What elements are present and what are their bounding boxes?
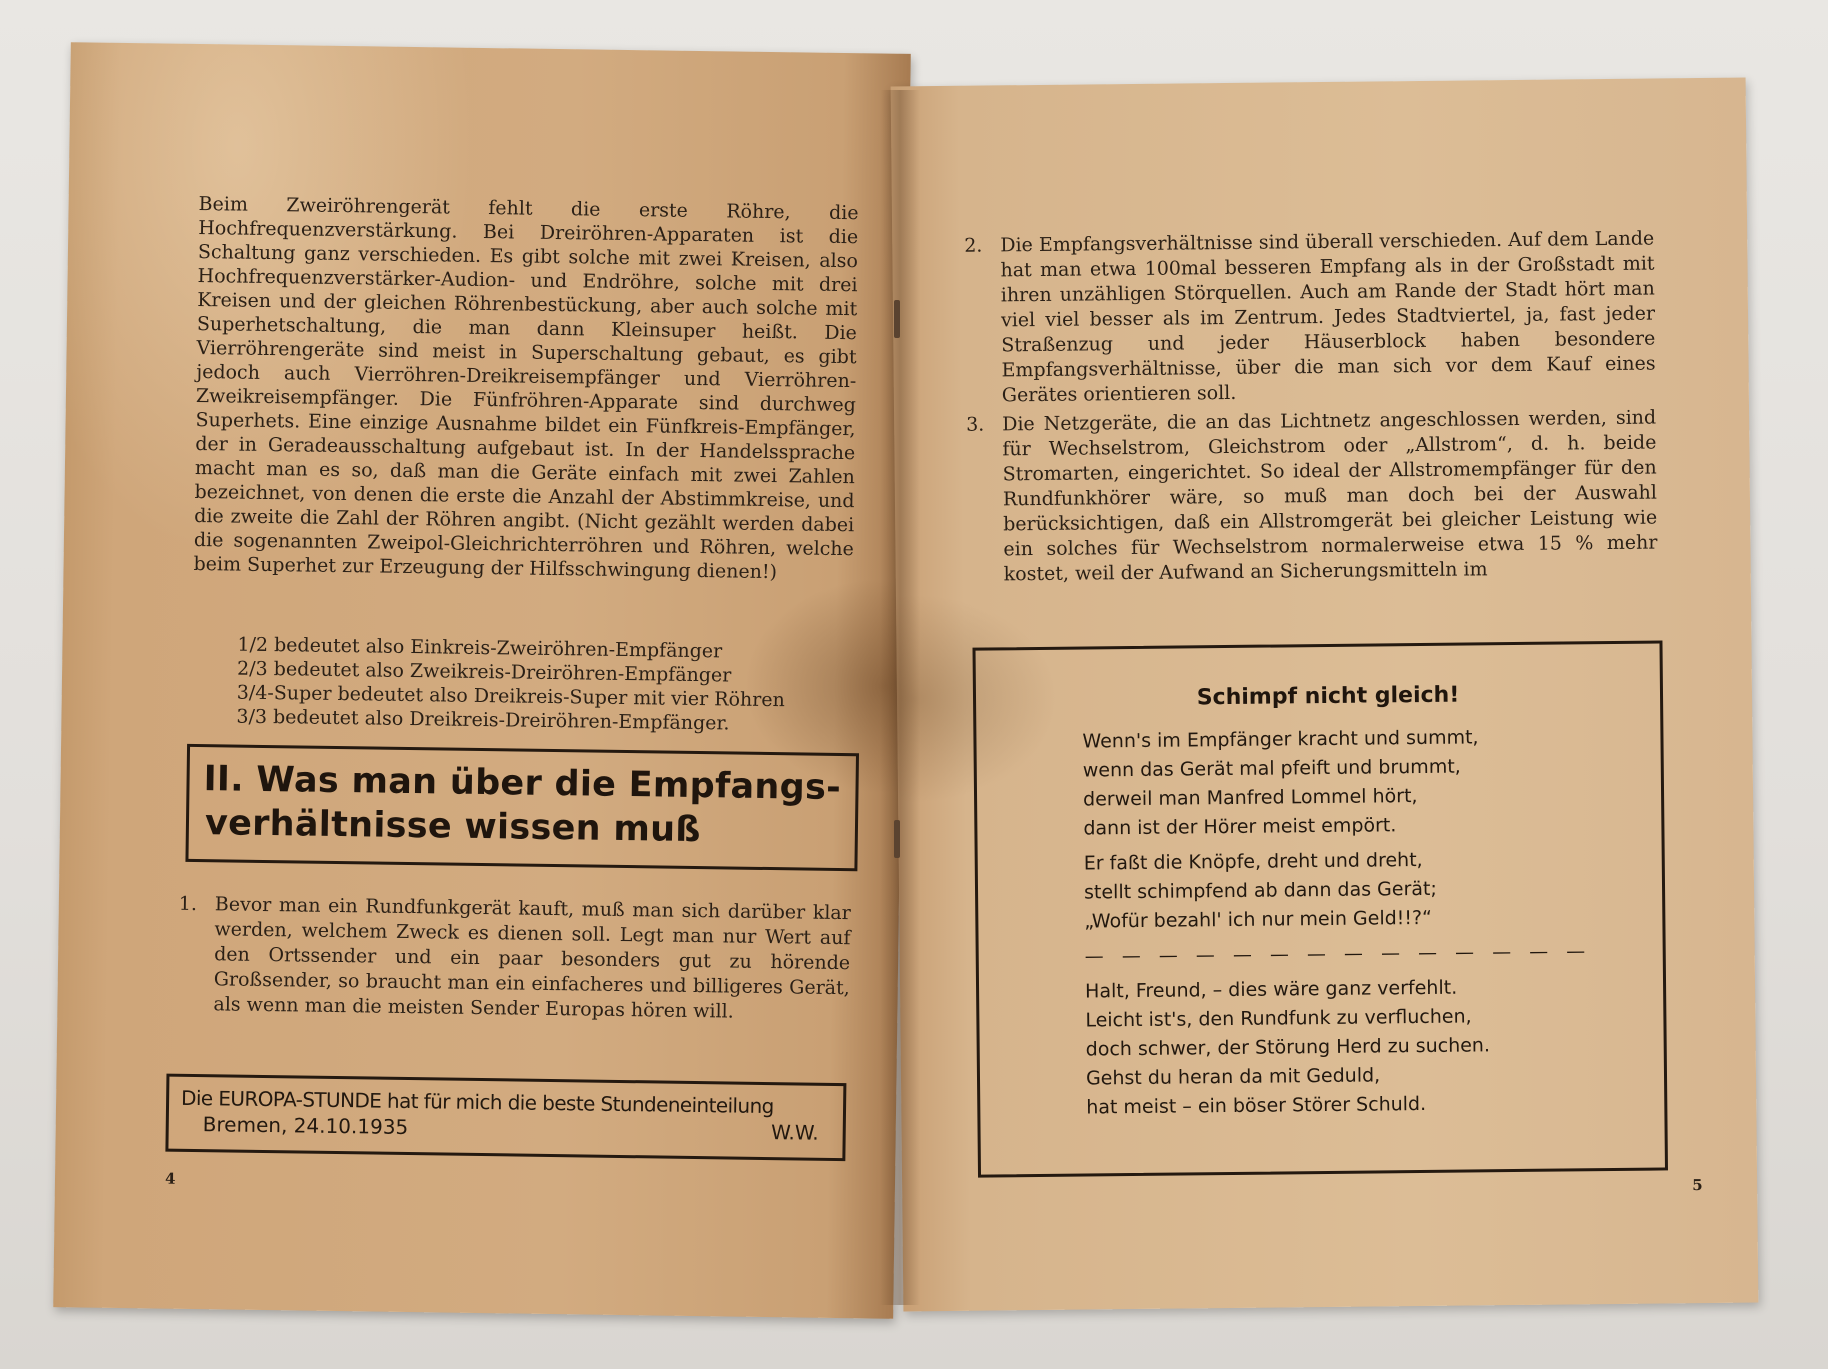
example-item: 3/4-Super bedeutet also Dreikreis-Super mit vier Röhren	[236, 681, 785, 712]
item-text: Die Netzgeräte, die an das Lichtnetz angeschlossen werden, sind für Wechselstrom, Gleichstrom oder „Allstrom“, d. h. beide Stromarten, eingerichtet. So ideal der Allstromempfänger für den Rundfunkhörer wäre, so muß man doch bei der Auswahl berücksichtigen, daß ein Allstromgerät bei gleicher Leistung wie ein solches für Wechselstrom normalerweise etwa 15 % mehr kostet, weil der Aufwand an Sicherungsmitteln im	[1002, 406, 1658, 586]
item-number: 2.	[964, 234, 983, 257]
staple	[894, 300, 900, 338]
list-item	[177, 892, 851, 1026]
intro-paragraph: Beim Zweiröhrengerät fehlt die erste Röhre, die Hochfrequenzverstärkung. Bei Dreiröhren-Apparaten ist die Schaltung ganz verschieden. Es gibt solche mit zwei Kreisen, also Hochfrequenzverstärker-Audion- und Endröhre, solche mit drei Kreisen und der gleichen Röhrenbestückung, aber auch solche mit Superhetschaltung, die man dann Kleinsuper heißt. Die Vierröhrengeräte sind meist in Superschaltung gebaut, es gibt jedoch auch Vierröhren-Dreikreisempfänger und Vierröhren-Zweikreisempfänger. Die Fünfröhren-Apparate sind durchweg Superhets. Eine einzige Ausnahme bildet ein Fünfkreis-Empfänger, der in Geradeausschaltung aufgebaut ist. In der Handelssprache macht man es so, daß man die Geräte einfach mit zwei Zahlen bezeichnet, von denen die erste die Anzahl der Abstimmkreise, und die zweite die Zahl der Röhren angibt. (Nicht gezählt werden dabei die sogenannten Zweipol-Gleichrichterröhren und Röhren, welche beim Superhet zur Erzeugung der Hilfsschwingung dienen!)	[193, 192, 859, 584]
poem-line: wenn das Gerät mal pfeift und brummt,	[1082, 755, 1461, 782]
left-numbered-list	[177, 892, 851, 1026]
left-page	[53, 42, 911, 1319]
poem-line: Gehst du heran da mit Geduld,	[1085, 1064, 1381, 1090]
testimonial-box	[165, 1074, 846, 1161]
section-heading	[185, 744, 859, 871]
page-number-right: 5	[1692, 1176, 1703, 1195]
section-heading-line1: II. Was man über die Empfangs-	[203, 759, 842, 809]
poem-line: doch schwer, der Störung Herd zu suchen.	[1085, 1034, 1491, 1061]
right-numbered-list	[964, 227, 1658, 588]
poem-stanza	[1085, 972, 1644, 1123]
poem-line: derweil man Manfred Lommel hört,	[1082, 785, 1418, 811]
poem-line: dann ist der Hörer meist empört.	[1083, 814, 1397, 840]
poem-line: stellt schimpfend ab dann das Gerät;	[1083, 877, 1437, 904]
example-item: 2/3 bedeutet also Zweikreis-Dreiröhren-Empfänger	[236, 657, 732, 687]
item-text: Die Empfangsverhältnisse sind überall verschieden. Auf dem Lande hat man etwa 100mal besseren Empfang als in der Großstadt mit ihren unzähligen Störquellen. Auch am Rande der Stadt hört man viel viel besser als im Zentrum. Jedes Stadtviertel, ja, fast jeder Straßenzug und jeder Häuserblock haben besondere Empfangsverhältnisse, über die man sich vor dem Kauf eines Gerätes orientieren soll.	[1000, 227, 1656, 407]
poem-stanza	[1084, 844, 1643, 937]
right-page	[891, 78, 1759, 1312]
testimonial-place-date: Bremen, 24.10.1935	[202, 1112, 409, 1140]
poem-line: Halt, Freund, – dies wäre ganz verfehlt.	[1084, 976, 1458, 1003]
poem-line: hat meist – ein böser Störer Schuld.	[1086, 1092, 1427, 1119]
poem-line: „Wofür bezahl' ich nur mein Geld!!?“	[1084, 906, 1433, 933]
poem-line: Wenn's im Empfänger kracht und summt,	[1082, 726, 1479, 753]
item-text: Bevor man ein Rundfunkgerät kauft, muß man sich darüber klar werden, welchem Zweck es dienen soll. Legt man nur Wert auf den Ortssender und ein paar besonders gut zu hörende Großsender, so braucht man ein einfacheres und billigeres Gerät, als wenn man die meisten Sender Europas hören will.	[213, 893, 851, 1023]
examples-list	[236, 633, 877, 738]
poem-title: Schimpf nicht gleich!	[1196, 682, 1460, 711]
testimonial-initials: W.W.	[770, 1120, 819, 1145]
section-heading-line2: verhältnisse wissen muß	[204, 803, 702, 851]
list-item	[966, 406, 1658, 588]
staple	[894, 820, 900, 858]
testimonial-quote: Die EUROPA-STUNDE hat für mich die beste Stundeneinteilung	[180, 1085, 774, 1119]
list-item	[964, 227, 1656, 409]
poem-stanza	[1082, 722, 1641, 844]
page-number-left: 4	[164, 1169, 176, 1188]
item-number: 3.	[966, 413, 985, 436]
poem-line: Er faßt die Knöpfe, dreht und dreht,	[1083, 848, 1423, 875]
example-item: 3/3 bedeutet also Dreikreis-Dreiröhren-Empfänger.	[236, 705, 730, 735]
item-number: 1.	[178, 892, 198, 916]
poem-box	[972, 640, 1668, 1177]
example-item: 1/2 bedeutet also Einkreis-Zweiröhren-Empfänger	[237, 633, 723, 663]
poem-separator: — — — — — — — — — — — — — —	[1084, 940, 1592, 968]
poem-line: Leicht ist's, den Rundfunk zu verfluchen,	[1085, 1005, 1472, 1032]
